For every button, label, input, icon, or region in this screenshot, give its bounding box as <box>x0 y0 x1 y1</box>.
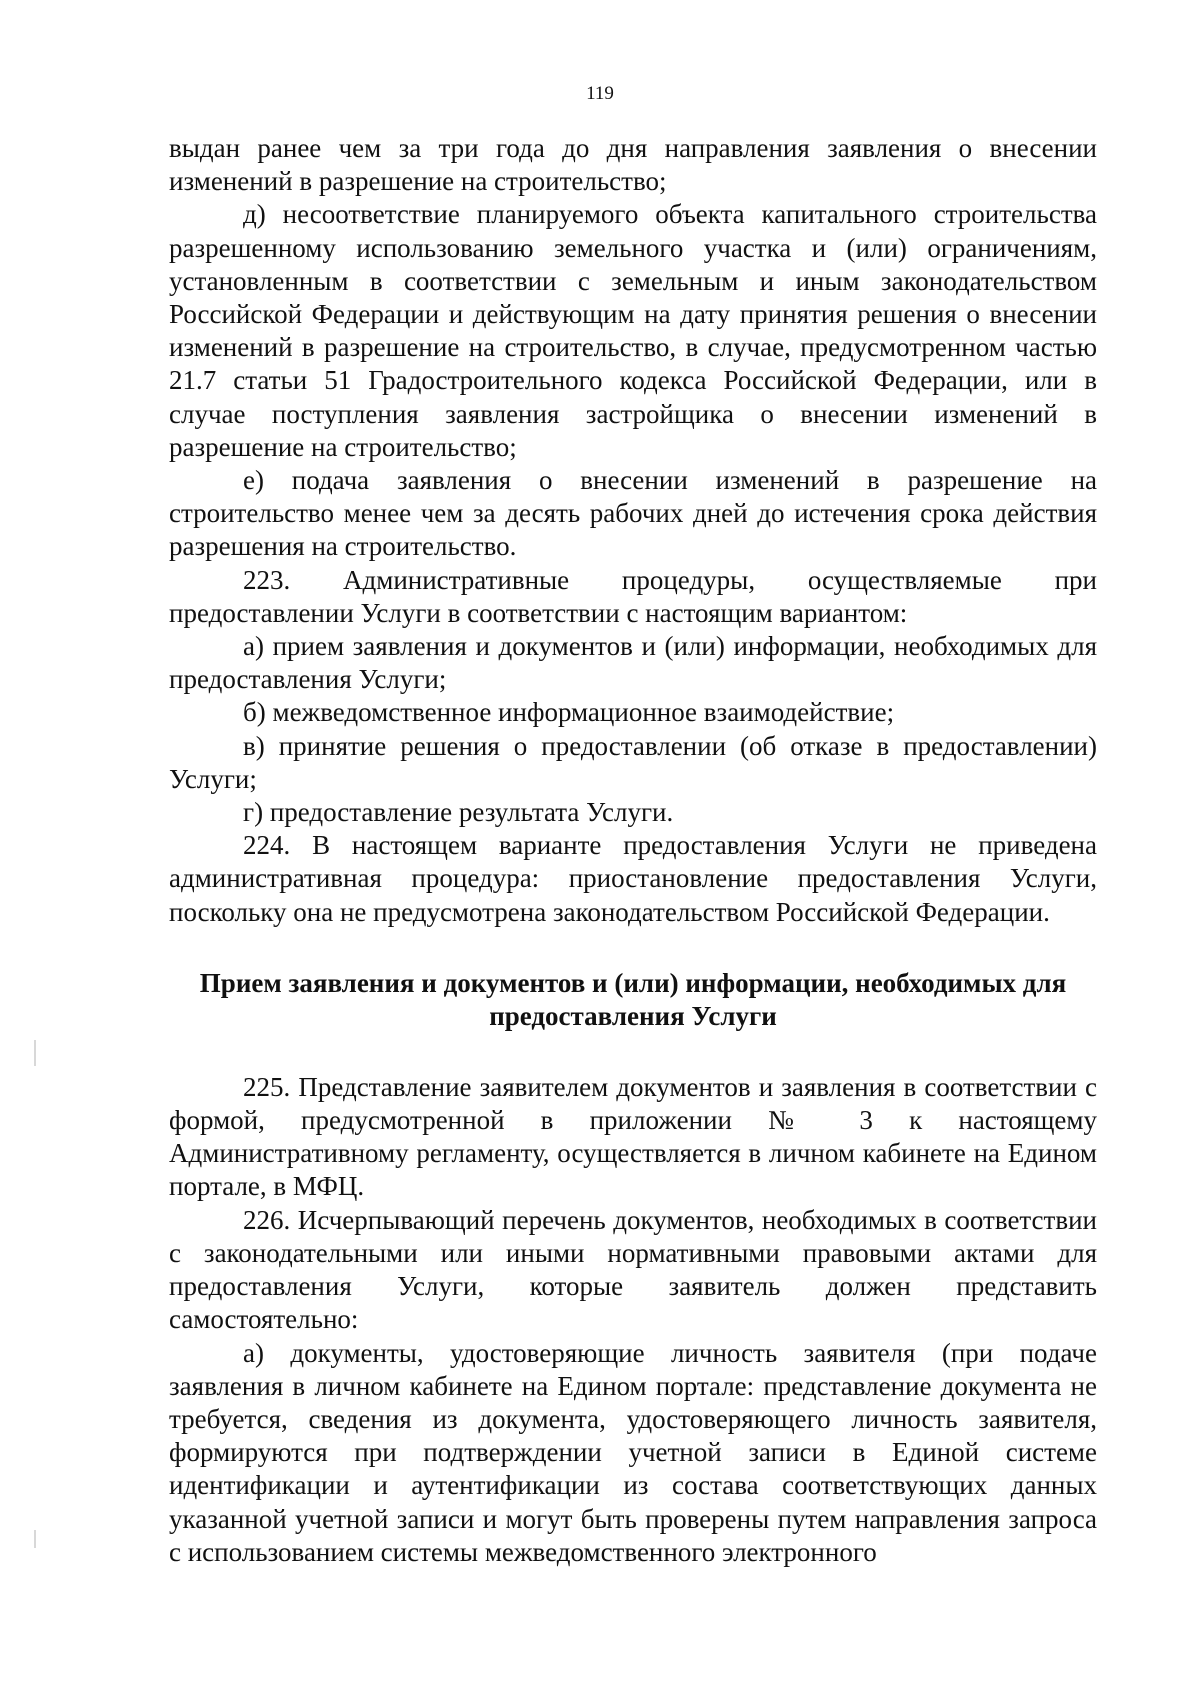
paragraph-226: 226. Исчерпывающий перечень документов, необходимых в соответствии с законодательными или иными нормативными правовыми актами для предоставления Услуги, которые заявитель должен представить самостоятельно: <box>169 1204 1097 1335</box>
spacer <box>169 929 1097 967</box>
spacer <box>169 1033 1097 1071</box>
paragraph-223: 223. Административные процедуры, осуществляемые при предоставлении Услуги в соответствии с настоящим вариантом: <box>169 564 1097 628</box>
paragraph-223-a: а) прием заявления и документов и (или) информации, необходимых для предоставления Услуги; <box>169 631 1097 695</box>
scan-margin-mark <box>34 1040 36 1066</box>
paragraph-223-v: в) принятие решения о предоставлении (об отказе в предоставлении) Услуги; <box>169 730 1097 794</box>
section-heading-line-1: Прием заявления и документов и (или) информации, необходимых для <box>199 967 1067 998</box>
paragraph-223-b: б) межведомственное информационное взаимодействие; <box>243 697 895 728</box>
section-heading-line-2: предоставления Услуги <box>489 1000 777 1031</box>
paragraph-226-a: а) документы, удостоверяющие личность заявителя (при подаче заявления в личном кабинете на Едином портале: представление документа не требуется, сведения из документа, удостоверяющего личность заявителя, формируются при подтверждении учетной записи в Единой системе идентификации и аутентификации из состава соответствующих данных указанной учетной записи и могут быть проверены путем направления запроса с использованием системы межведомственного электронного <box>169 1337 1097 1567</box>
section-heading <box>169 967 1097 1033</box>
paragraph-223-g: г) предоставление результата Услуги. <box>243 797 674 828</box>
document-body <box>169 132 1097 1569</box>
paragraph-continuation: выдан ранее чем за три года до дня направления заявления о внесении изменений в разрешение на строительство; <box>169 133 1097 197</box>
paragraph-item-e: е) подача заявления о внесении изменений в разрешение на строительство менее чем за десять рабочих дней до истечения срока действия разрешения на строительство. <box>169 465 1097 562</box>
paragraph-225: 225. Представление заявителем документов и заявления в соответствии с формой, предусмотренной в приложении № 3 к настоящему Административному регламенту, осуществляется в личном кабинете на Едином портале, в МФЦ. <box>169 1071 1097 1202</box>
page-number: 119 <box>586 83 614 104</box>
scan-margin-mark <box>34 1530 36 1548</box>
paragraph-item-d: д) несоответствие планируемого объекта капитального строительства разрешенному использованию земельного участка и (или) ограничениям, установленным в соответствии с земельным и иным законодательством Российской Федерации и действующим на дату принятия решения о внесении изменений в разрешение на строительство, в случае, предусмотренном частью 21.7 статьи 51 Градостроительного кодекса Российской Федерации, или в случае поступления заявления застройщика о внесении изменений в разрешение на строительство; <box>169 199 1097 462</box>
paragraph-224: 224. В настоящем варианте предоставления Услуги не приведена административная процедура: приостановление предоставления Услуги, поскольку она не предусмотрена законодательством Российской Федерации. <box>169 830 1097 927</box>
